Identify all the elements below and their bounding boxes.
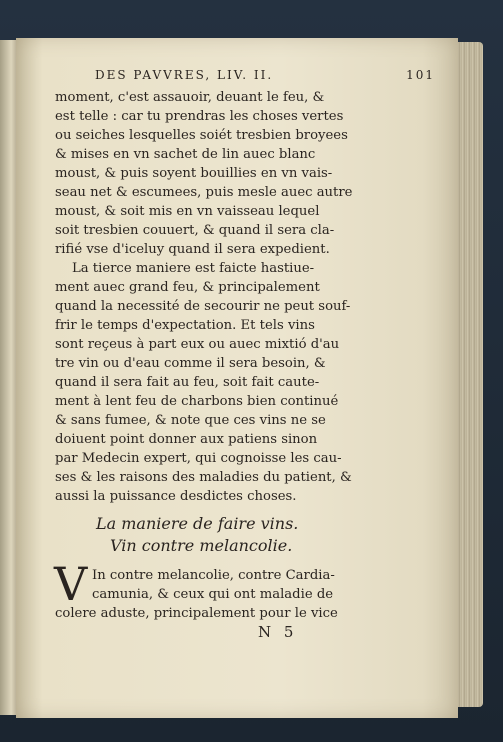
- text-line: ses & les raisons des maladies du patient, &: [55, 470, 352, 485]
- text-line: La tierce maniere est faicte hastiue-: [72, 261, 315, 276]
- text-line: colere aduste, principalement pour le vice: [55, 606, 338, 621]
- section-heading: La maniere de faire vins.: [96, 514, 299, 533]
- text-line: sont reçeus à part eux ou auec mixtió d'au: [55, 337, 340, 352]
- text-line: soit tresbien couuert, & quand il sera cla-: [55, 223, 335, 238]
- text-line: ou seiches lesquelles soiét tresbien broyees: [55, 128, 348, 143]
- text-line: ment auec grand feu, & principalement: [55, 280, 320, 295]
- text-line: par Medecin expert, qui cognoisse les cau-: [55, 451, 342, 466]
- text-line: aussi la puissance desdictes choses.: [55, 489, 297, 504]
- text-line: & mises en vn sachet de lin auec blanc: [55, 147, 316, 162]
- signature-mark: N 5: [258, 623, 298, 641]
- text-line: est telle : car tu prendras les choses vertes: [55, 109, 344, 124]
- text-line: frir le temps d'expectation. Et tels vins: [55, 318, 315, 333]
- page-number: 101: [406, 68, 435, 82]
- text-line: camunia, & ceux qui ont maladie de: [92, 587, 334, 602]
- text-line: moust, & soit mis en vn vaisseau lequel: [55, 204, 320, 219]
- text-line: quand il sera fait au feu, soit fait caute-: [55, 375, 320, 390]
- text-line: ment à lent feu de charbons bien continué: [55, 394, 339, 409]
- text-line: moment, c'est assauoir, deuant le feu, &: [55, 90, 325, 105]
- subsection-heading: Vin contre melancolie.: [110, 536, 293, 555]
- text-line: moust, & puis soyent bouillies en vn vais-: [55, 166, 333, 181]
- running-head: [95, 68, 435, 82]
- left-page-edge: [0, 40, 17, 715]
- text-line: In contre melancolie, contre Cardia-: [92, 568, 335, 583]
- text-line: & sans fumee, & note que ces vins ne se: [55, 413, 326, 428]
- text-line: rifié vse d'iceluy quand il sera expedient.: [55, 242, 330, 257]
- text-line: tre vin ou d'eau comme il sera besoin, &: [55, 356, 326, 371]
- drop-cap: V: [54, 557, 88, 611]
- running-head-title: DES PAVVRES, LIV. II.: [95, 68, 274, 82]
- text-line: seau net & escumees, puis mesle auec autre: [55, 185, 353, 200]
- text-line: doiuent point donner aux patiens sinon: [55, 432, 318, 447]
- text-line: quand la necessité de secourir ne peut souf-: [55, 299, 351, 314]
